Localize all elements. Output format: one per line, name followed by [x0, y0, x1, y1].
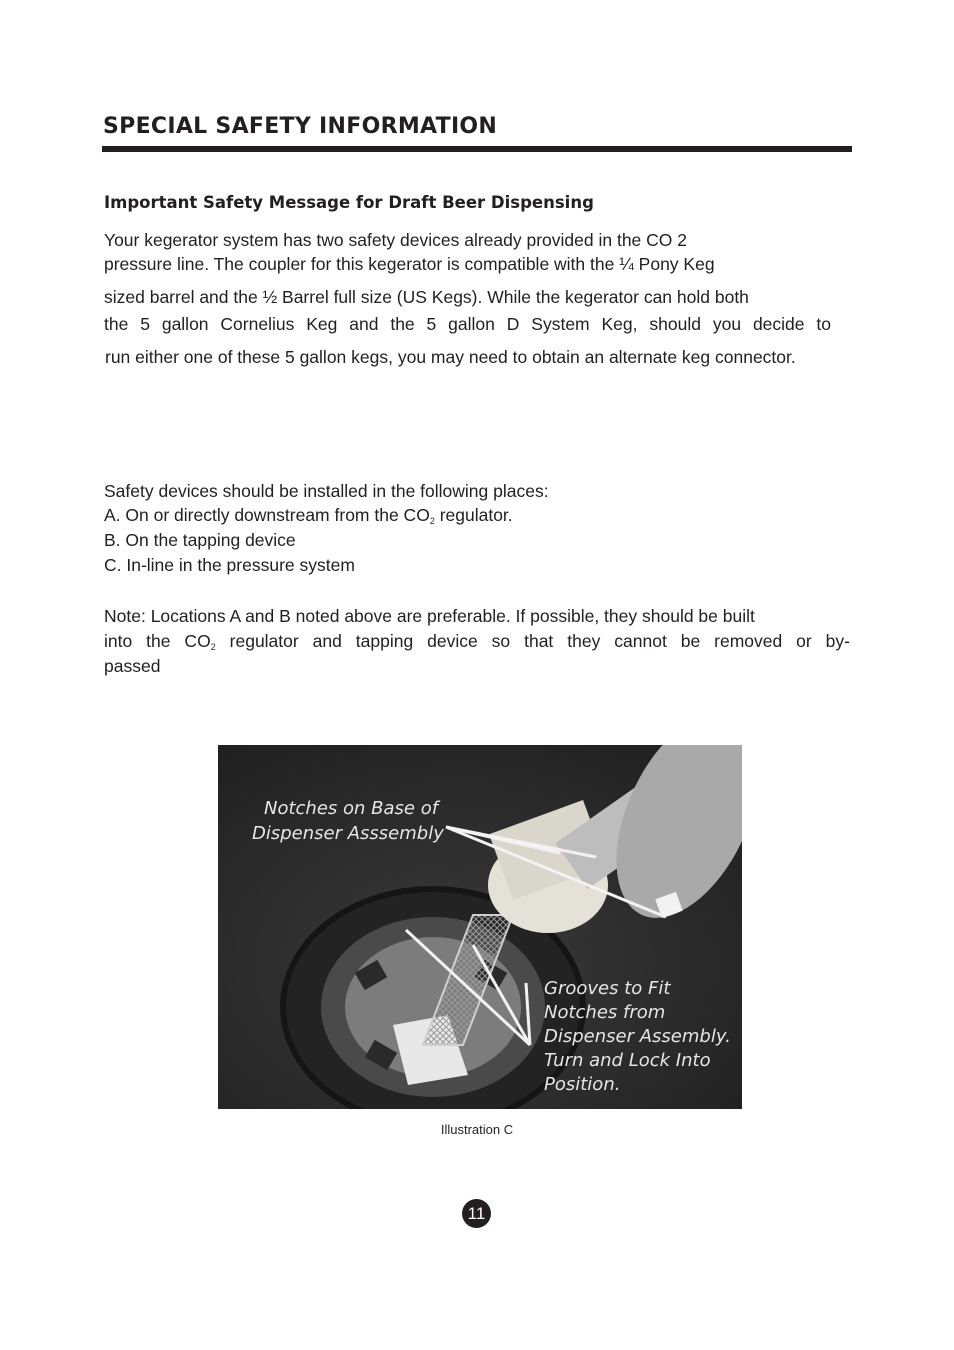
note-line-1: Note: Locations A and B noted above are preferable. If possible, they should be built: [104, 606, 755, 626]
location-a-text: A. On or directly downstream from the CO: [104, 505, 430, 525]
label-grooves-line-2: Notches from: [544, 1002, 666, 1023]
note-line-3: passed: [104, 656, 161, 676]
intro-line-1-text: Your kegerator system has two safety devices already provided in the CO: [104, 230, 673, 250]
note-line-2-text: into the CO: [104, 631, 211, 651]
label-grooves-line-3: Dispenser Assembly.: [544, 1026, 731, 1047]
intro-line-1: [104, 230, 687, 251]
page-number-badge: [462, 1199, 491, 1228]
location-a: [104, 505, 513, 526]
intro-line-3: sized barrel and the ½ Barrel full size (US Kegs). While the kegerator can hold both: [104, 287, 749, 307]
label-notches-line-1: Notches on Base of: [264, 798, 439, 819]
section-subtitle: Important Safety Message for Draft Beer Dispensing: [104, 193, 594, 212]
location-c: C. In-line in the pressure system: [104, 555, 355, 575]
label-grooves-line-1: Grooves to Fit: [544, 978, 671, 999]
note-line-2-suffix: regulator and tapping device so that they cannot be removed or by-: [215, 631, 850, 651]
locations-lead: Safety devices should be installed in the following places:: [104, 481, 549, 501]
location-a-suffix: regulator.: [434, 505, 513, 525]
intro-line-4: the 5 gallon Cornelius Keg and the 5 gallon D System Keg, should you decide to: [104, 314, 831, 334]
intro-line-2: pressure line. The coupler for this kegerator is compatible with the ¼ Pony Keg: [104, 254, 715, 274]
location-b: B. On the tapping device: [104, 530, 296, 550]
label-notches-line-2: Dispenser Asssembly: [252, 823, 444, 844]
illustration-drawing: [218, 745, 742, 1109]
label-grooves-line-4: Turn and Lock Into: [544, 1050, 711, 1071]
illustration-photo: [218, 745, 742, 1109]
page-title: SPECIAL SAFETY INFORMATION: [103, 114, 498, 139]
title-rule: [102, 146, 852, 152]
note-line-2: [104, 631, 850, 652]
illustration-caption: Illustration C: [440, 1122, 514, 1137]
intro-line-5: run either one of these 5 gallon kegs, you may need to obtain an alternate keg connector.: [105, 347, 796, 367]
note-line-2-subscript: 2: [210, 642, 216, 652]
page-number: 11: [467, 1203, 486, 1223]
location-a-subscript: 2: [429, 516, 435, 526]
label-grooves-line-5: Position.: [544, 1074, 621, 1095]
intro-line-1-suffix: 2: [677, 230, 688, 250]
